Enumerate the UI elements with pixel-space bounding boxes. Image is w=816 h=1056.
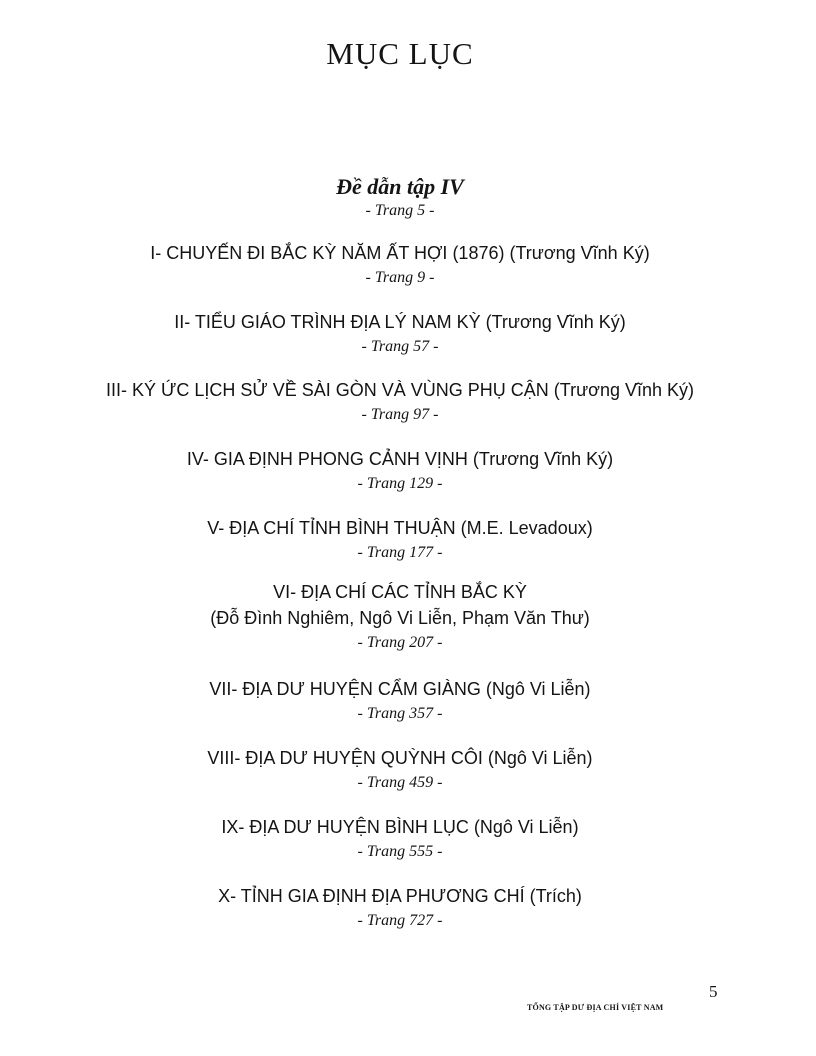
page-number: 5: [709, 982, 718, 1001]
toc-entry-page: - Trang 177 -: [357, 544, 443, 561]
running-footer: TỔNG TẬP DƯ ĐỊA CHÍ VIỆT NAM: [527, 1003, 664, 1012]
toc-entry-title: Đề dẫn tập IV: [336, 174, 464, 199]
toc-entry-title: X- TỈNH GIA ĐỊNH ĐỊA PHƯƠNG CHÍ (Trích): [218, 886, 582, 906]
toc-entry-intro: [0, 174, 800, 222]
toc-entry-3: [0, 378, 800, 426]
toc-entry-title: III- KÝ ỨC LỊCH SỬ VỀ SÀI GÒN VÀ VÙNG PHỤ CẬN (Trương Vĩnh Ký): [105, 380, 695, 400]
toc-entry-title: VI- ĐỊA CHÍ CÁC TỈNH BẮC KỲ: [273, 582, 527, 602]
toc-entry-4: [0, 447, 800, 495]
toc-entry-page: - Trang 727 -: [357, 912, 443, 929]
page-title: MỤC LỤC: [326, 36, 474, 71]
toc-entry-page: - Trang 555 -: [357, 843, 443, 860]
toc-entry-title: II- TIỂU GIÁO TRÌNH ĐỊA LÝ NAM KỲ (Trương Vĩnh Ký): [174, 312, 626, 332]
toc-entry-title: VII- ĐỊA DƯ HUYỆN CẨM GIÀNG (Ngô Vi Liễn): [209, 679, 591, 699]
toc-entry-authors: (Đỗ Đình Nghiêm, Ngô Vi Liễn, Phạm Văn Thư): [210, 608, 590, 628]
toc-entry-page: - Trang 5 -: [365, 202, 435, 219]
toc-entry-9: [0, 815, 800, 863]
toc-entry-page: - Trang 57 -: [361, 338, 439, 355]
toc-entry-2: [0, 310, 800, 358]
toc-entry-title: V- ĐỊA CHÍ TỈNH BÌNH THUẬN (M.E. Levadoux): [207, 518, 593, 538]
toc-entry-1: [0, 241, 800, 289]
toc-entry-title: IX- ĐỊA DƯ HUYỆN BÌNH LỤC (Ngô Vi Liễn): [221, 817, 579, 837]
toc-entry-title: VIII- ĐỊA DƯ HUYỆN QUỲNH CÔI (Ngô Vi Liễn): [207, 748, 593, 768]
toc-entry-8: [0, 746, 800, 794]
toc-entry-5: [0, 516, 800, 564]
toc-entry-page: - Trang 357 -: [357, 705, 443, 722]
toc-entry-6: [0, 580, 800, 654]
toc-entry-title: I- CHUYẾN ĐI BẮC KỲ NĂM ẤT HỢI (1876) (Trương Vĩnh Ký): [150, 243, 650, 263]
toc-entry-page: - Trang 207 -: [357, 634, 443, 651]
toc-entry-page: - Trang 97 -: [361, 406, 439, 423]
toc-entry-7: [0, 677, 800, 725]
toc-entry-title: IV- GIA ĐỊNH PHONG CẢNH VỊNH (Trương Vĩnh Ký): [186, 449, 614, 469]
toc-entry-page: - Trang 129 -: [357, 475, 443, 492]
toc-entry-page: - Trang 9 -: [365, 269, 435, 286]
toc-entry-page: - Trang 459 -: [357, 774, 443, 791]
toc-entry-10: [0, 884, 800, 932]
